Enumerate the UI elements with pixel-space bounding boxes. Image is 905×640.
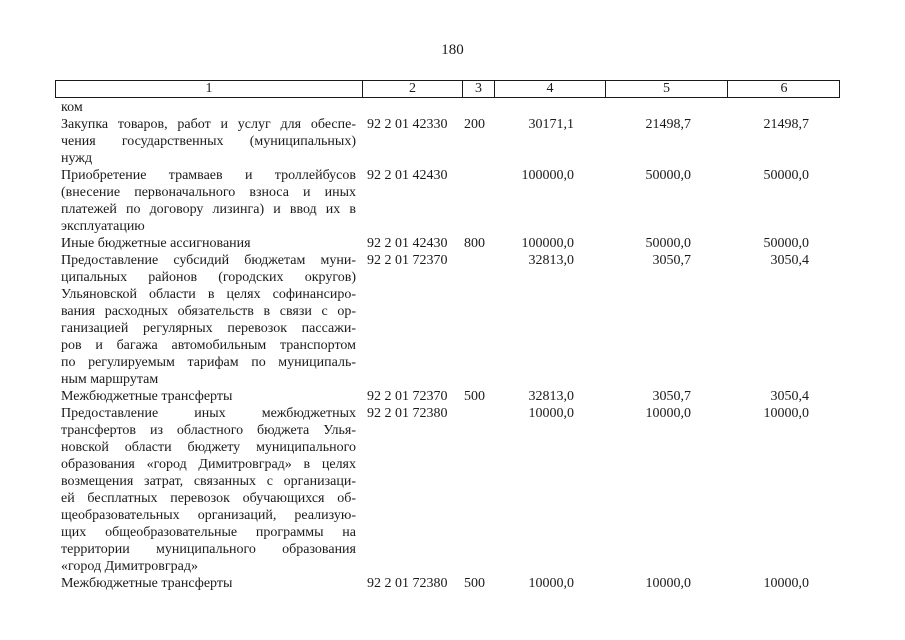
description-line: вания расходных обязательств в связи с ор- — [61, 304, 356, 319]
description-line: ным маршрутам — [61, 372, 159, 387]
description-line: Предоставление иных межбюджетных — [61, 406, 356, 421]
row-code: 92 2 01 42430 — [367, 236, 448, 251]
header-col-3: 3 — [462, 81, 494, 97]
table-row — [0, 116, 905, 167]
description-line: ганизацией регулярных перевозок пассажи- — [61, 321, 356, 336]
row-value-col6: 3050,4 — [770, 389, 809, 404]
row-value-col5: 50000,0 — [645, 236, 691, 251]
table-body — [0, 99, 905, 592]
header-col-5: 5 — [605, 81, 727, 97]
row-value-col4: 32813,0 — [528, 253, 574, 268]
row-value-col4: 100000,0 — [521, 168, 574, 183]
row-description — [61, 405, 356, 575]
description-line: новской области бюджету муниципального — [61, 440, 356, 455]
row-code: 92 2 01 72380 — [367, 406, 448, 421]
table-row — [0, 575, 905, 592]
row-value-col4: 32813,0 — [528, 389, 574, 404]
row-code: 92 2 01 72370 — [367, 253, 448, 268]
row-value-col5: 50000,0 — [645, 168, 691, 183]
description-line: Предоставление субсидий бюджетам муни- — [61, 253, 356, 268]
description-line: Приобретение трамваев и троллейбусов — [61, 168, 356, 183]
header-col-6: 6 — [727, 81, 840, 97]
row-value-col5: 10000,0 — [645, 576, 691, 591]
table-row — [0, 388, 905, 405]
row-code: 92 2 01 42330 — [367, 117, 448, 132]
row-description — [61, 252, 356, 388]
description-line: (внесение первоначального взноса и иных — [61, 185, 356, 200]
description-line: эксплуатацию — [61, 219, 145, 234]
table-row — [0, 235, 905, 252]
row-value-col5: 3050,7 — [652, 389, 691, 404]
table-row — [0, 252, 905, 388]
row-value-col6: 3050,4 — [770, 253, 809, 268]
row-value-col4: 10000,0 — [528, 576, 574, 591]
row-description — [61, 99, 356, 116]
description-line: образования «город Димитровград» в целях — [61, 457, 356, 472]
row-value-col4: 10000,0 — [528, 406, 574, 421]
page-number: 180 — [441, 42, 464, 58]
description-line: «город Димитровград» — [61, 559, 198, 574]
row-value-col6: 10000,0 — [763, 576, 809, 591]
description-line: ров и багажа автомобильным транспортом — [61, 338, 356, 353]
header-col-2: 2 — [362, 81, 462, 97]
description-line: ком — [61, 100, 83, 115]
row-description — [61, 116, 356, 167]
row-value-col6: 21498,7 — [763, 117, 809, 132]
row-description — [61, 235, 356, 252]
description-line: щеобразовательных организаций, реализую- — [61, 508, 356, 523]
description-line: возмещения затрат, связанных с организаци- — [61, 474, 356, 489]
table-row — [0, 167, 905, 235]
description-line: нужд — [61, 151, 93, 166]
row-expense-type: 500 — [464, 576, 485, 591]
description-line: Межбюджетные трансферты — [61, 576, 233, 591]
row-code: 92 2 01 72370 — [367, 389, 448, 404]
description-line: Иные бюджетные ассигнования — [61, 236, 251, 251]
row-description — [61, 575, 356, 592]
row-value-col6: 50000,0 — [763, 168, 809, 183]
description-line: территории муниципального образования — [61, 542, 356, 557]
description-line: Межбюджетные трансферты — [61, 389, 233, 404]
description-line: Ульяновской области в целях софинансиро- — [61, 287, 356, 302]
description-line: ей бесплатных перевозок обучающихся об- — [61, 491, 356, 506]
header-col-1: 1 — [205, 81, 213, 96]
description-line: платежей по договору лизинга) и ввод их в — [61, 202, 356, 217]
row-value-col5: 3050,7 — [652, 253, 691, 268]
row-expense-type: 500 — [464, 389, 485, 404]
row-description — [61, 167, 356, 235]
row-expense-type: 800 — [464, 236, 485, 251]
row-expense-type: 200 — [464, 117, 485, 132]
table-row — [0, 99, 905, 116]
header-col-4: 4 — [494, 81, 605, 97]
row-code: 92 2 01 42430 — [367, 168, 448, 183]
row-value-col6: 10000,0 — [763, 406, 809, 421]
table-row — [0, 405, 905, 575]
description-line: щих общеобразовательные программы на — [61, 525, 356, 540]
description-line: ципальных районов (городских округов) — [61, 270, 356, 285]
row-value-col6: 50000,0 — [763, 236, 809, 251]
description-line: чения государственных (муниципальных) — [61, 134, 356, 149]
row-value-col4: 100000,0 — [521, 236, 574, 251]
row-value-col4: 30171,1 — [528, 117, 574, 132]
row-value-col5: 10000,0 — [645, 406, 691, 421]
table-header — [55, 80, 840, 98]
row-value-col5: 21498,7 — [645, 117, 691, 132]
description-line: трансфертов из областного бюджета Улья- — [61, 423, 356, 438]
row-description — [61, 388, 356, 405]
row-code: 92 2 01 72380 — [367, 576, 448, 591]
description-line: Закупка товаров, работ и услуг для обеспе- — [61, 117, 356, 132]
description-line: по регулируемым тарифам по муниципаль- — [61, 355, 356, 370]
